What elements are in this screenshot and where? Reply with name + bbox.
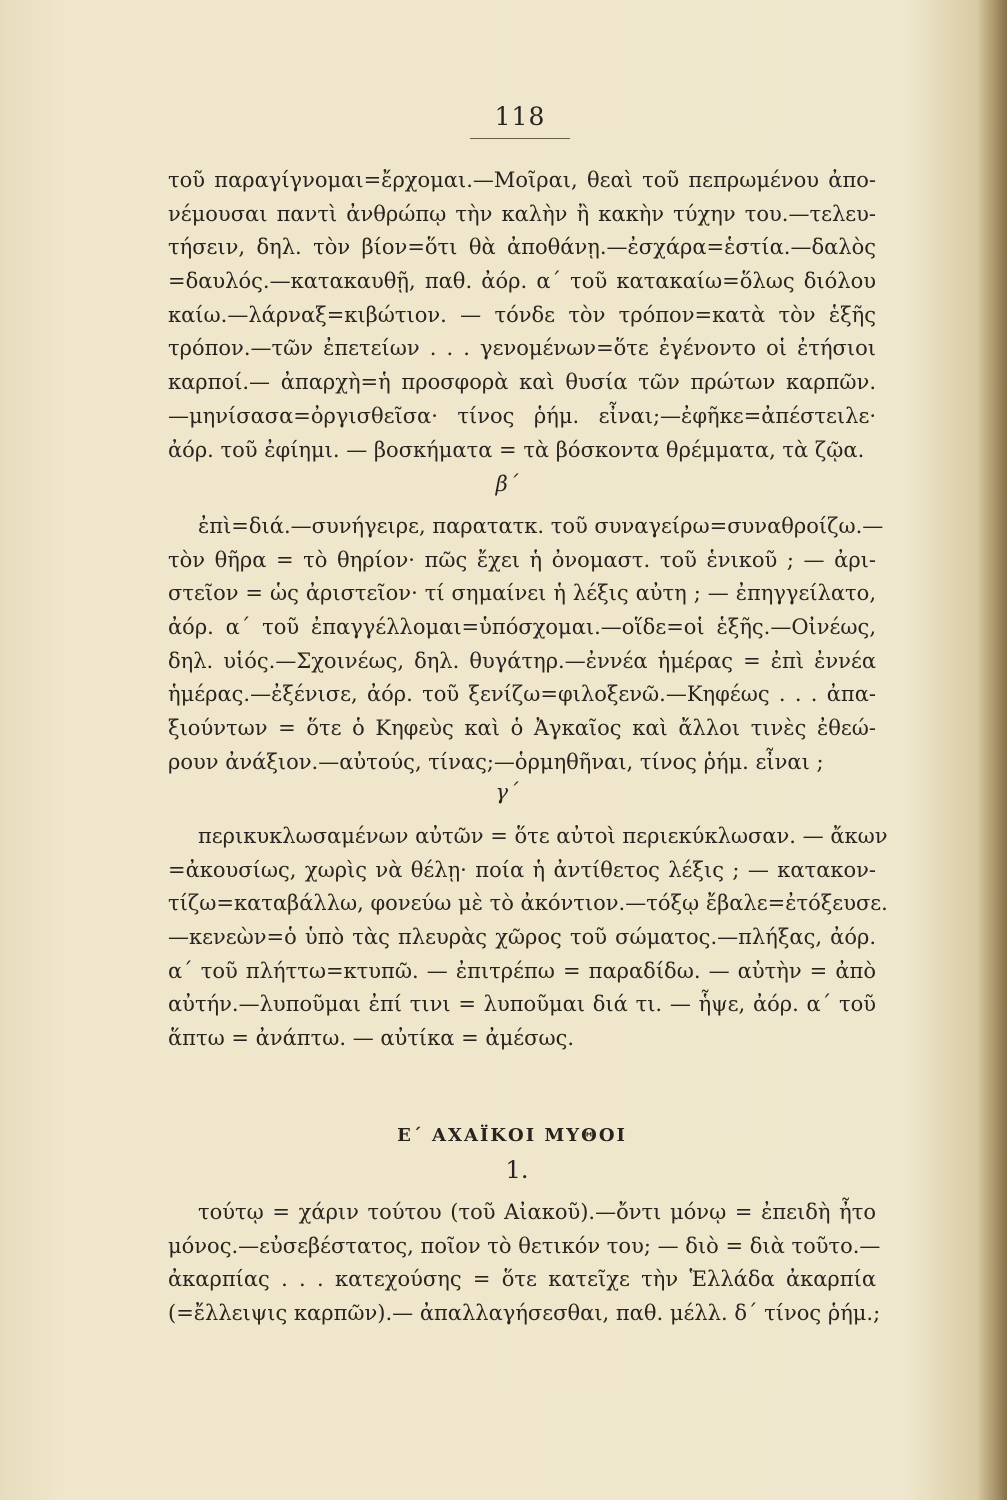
paragraph-one xyxy=(168,1196,881,1331)
text-line: (=ἔλλειψις καρπῶν).— ἀπαλλαγήσεσθαι, παθ. μέλλ. δ΄ τίνος ῥήμ.; xyxy=(168,1301,881,1326)
text-line: ρουν ἀνάξιον.—αὐτούς, τίνας;—ὁρμηθῆναι, τίνος ῥήμ. εἶναι ; xyxy=(168,749,824,774)
page-edge-stain xyxy=(977,0,1007,1500)
text-line: ἀόρ. τοῦ ἐφίημι. — βοσκήματα = τὰ βόσκοντα θρέμματα, τὰ ζῷα. xyxy=(168,437,865,462)
subsection-marker-gamma: γ΄ xyxy=(495,780,519,804)
text-line: νέμουσαι παντὶ ἀνθρώπῳ τὴν καλὴν ἢ κακὴν τύχην του.—τελευ- xyxy=(168,201,876,226)
text-line: δηλ. υἱός.—Σχοινέως, δηλ. θυγάτηρ.—ἐννέα ἡμέρας = ἐπὶ ἐννέα xyxy=(168,648,876,673)
section-heading: Ε΄ ΑΧΑΪΚΟΙ ΜΥΘΟΙ xyxy=(397,1125,627,1146)
text-line: τὸν θῆρα = τὸ θηρίον· πῶς ἔχει ἡ ὀνομαστ. τοῦ ἑνικοῦ ; — ἀρι- xyxy=(168,547,876,572)
text-line: στεῖον = ὡς ἀριστεῖον· τί σημαίνει ἡ λέξις αὐτη ; — ἐπηγγείλατο, xyxy=(168,581,876,606)
text-line: ξιούντων = ὅτε ὁ Κηφεὺς καὶ ὁ Ἀγκαῖος καὶ ἄλλοι τινὲς ἐθεώ- xyxy=(168,716,876,741)
subsection-marker-beta: β΄ xyxy=(495,472,519,496)
text-line: τούτῳ = χάριν τούτου (τοῦ Αἰακοῦ).—ὄντι μόνῳ = ἐπειδὴ ἦτο xyxy=(198,1200,876,1224)
paragraph-alpha xyxy=(168,164,876,467)
text-line: τίζω=καταβάλλω, φονεύω μὲ τὸ ἀκόντιον.—τόξῳ ἔβαλε=ἐτόξευσε. xyxy=(168,891,888,916)
text-line: αὐτήν.—λυποῦμαι ἐπί τινι = λυποῦμαι διά τι. — ἧψε, ἀόρ. α΄ τοῦ xyxy=(168,992,876,1017)
text-line: περικυκλωσαμένων αὐτῶν = ὅτε αὐτοὶ περιεκύκλωσαν. — ἄκων xyxy=(198,824,888,848)
text-line: καρποί.— ἀπαρχὴ=ἡ προσφορὰ καὶ θυσία τῶν πρώτων καρπῶν. xyxy=(168,370,876,395)
text-line: ἀόρ. α΄ τοῦ ἐπαγγέλλομαι=ὑπόσχομαι.—οἵδε=οἱ ἑξῆς.—Οἰνέως, xyxy=(168,615,876,640)
text-line: =ἀκουσίως, χωρὶς νὰ θέλῃ· ποία ἡ ἀντίθετος λέξις ; — κατακον- xyxy=(168,857,876,882)
page-number-rule xyxy=(470,138,570,139)
text-line: ἅπτω = ἀνάπτω. — αὐτίκα = ἀμέσως. xyxy=(168,1026,575,1051)
paragraph-gamma xyxy=(168,820,888,1056)
section-number: 1. xyxy=(505,1156,529,1184)
text-line: καίω.—λάρναξ=κιβώτιον. — τόνδε τὸν τρόπον=κατὰ τὸν ἑξῆς xyxy=(168,302,876,327)
page-number: 118 xyxy=(494,102,546,131)
paragraph-beta xyxy=(168,510,884,780)
text-line: τοῦ παραγίγνομαι=ἔρχομαι.—Μοῖραι, θεαὶ τοῦ πεπρωμένου ἀπο- xyxy=(168,168,876,192)
text-line: μόνος.—εὐσεβέστατος, ποῖον τὸ θετικόν του; — διὸ = διὰ τοῦτο.— xyxy=(168,1233,881,1258)
text-line: =δαυλός.—κατακαυθῇ, παθ. ἀόρ. α΄ τοῦ κατακαίω=ὅλως διόλου xyxy=(168,269,876,294)
text-line: α΄ τοῦ πλήττω=κτυπῶ. — ἐπιτρέπω = παραδίδω. — αὐτὴν = ἀπὸ xyxy=(168,958,876,983)
text-line: —μηνίσασα=ὀργισθεῖσα· τίνος ῥήμ. εἶναι;—ἐφῆκε=ἀπέστειλε· xyxy=(168,403,876,428)
text-line: ἡμέρας.—ἐξένισε, ἀόρ. τοῦ ξενίζω=φιλοξενῶ.—Κηφέως . . . ἀπα- xyxy=(168,682,876,707)
text-line: ἀκαρπίας . . . κατεχούσης = ὅτε κατεῖχε τὴν Ἑλλάδα ἀκαρπία xyxy=(168,1267,876,1292)
text-line: τρόπον.—τῶν ἐπετείων . . . γενομένων=ὅτε ἐγένοντο οἱ ἐτήσιοι xyxy=(168,336,876,361)
text-line: τήσειν, δηλ. τὸν βίον=ὅτι θὰ ἀποθάνῃ.—ἐσχάρα=ἑστία.—δαλὸς xyxy=(168,235,876,260)
text-line: —κενεὼν=ὁ ὑπὸ τὰς πλευρὰς χῶρος τοῦ σώματος.—πλήξας, ἀόρ. xyxy=(168,925,876,950)
text-line: ἐπὶ=διά.—συνήγειρε, παρατατκ. τοῦ συναγείρω=συναθροίζω.— xyxy=(198,514,884,538)
